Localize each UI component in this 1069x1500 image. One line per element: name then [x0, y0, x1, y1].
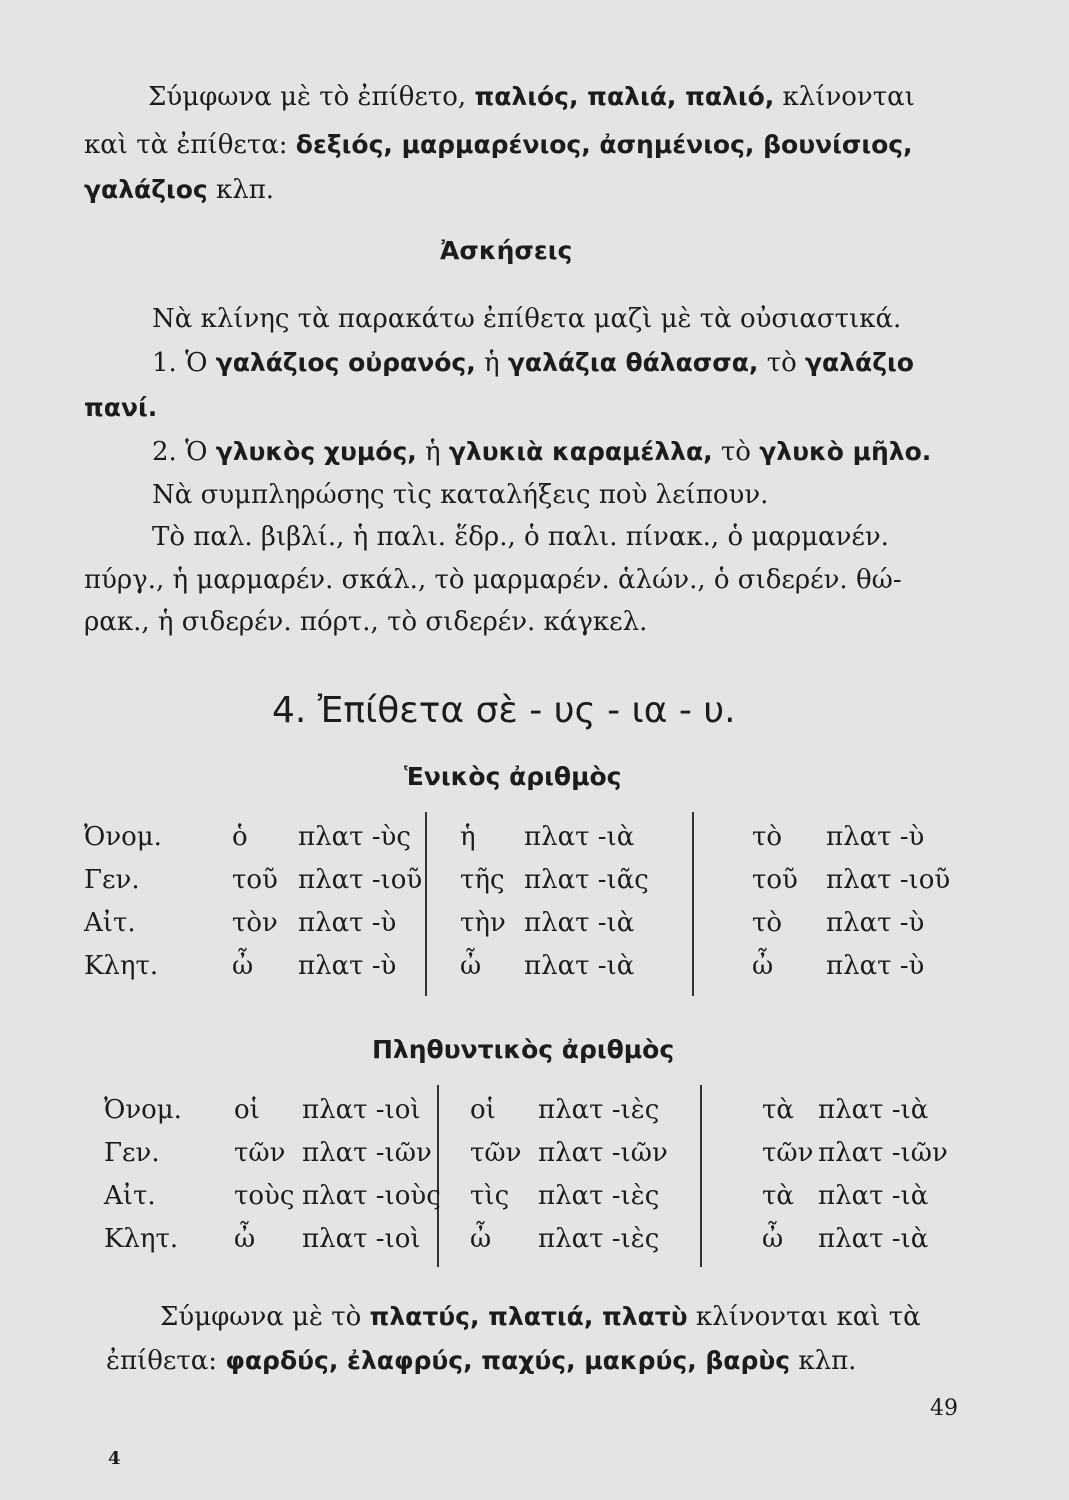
exercise-fill-line1: Τὸ παλ. βιβλί., ἡ παλι. ἕδρ., ὁ παλι. πίνακ., ὁ μαρμανέν. — [152, 522, 889, 552]
neut-article: τὸ — [752, 908, 783, 938]
masc-article: οἱ — [234, 1095, 260, 1125]
para1-line3 — [84, 175, 274, 205]
exercise-instruction-1: Νὰ κλίνης τὰ παρακάτω ἐπίθετα μαζὶ μὲ τὰ οὐσιαστικά. — [152, 304, 902, 334]
neut-form: πλατ -ιὰ — [818, 1095, 929, 1125]
fem-article: οἱ — [470, 1095, 496, 1125]
exercise-fill-line2: πύργ., ἡ μαρμαρέν. σκάλ., τὸ μαρμαρέν. ἁλών., ὁ σιδερέν. θώ- — [84, 565, 902, 595]
bold-text: γαλάζιος — [84, 175, 208, 204]
fem-article: τῶν — [470, 1138, 522, 1168]
masc-form: πλατ -ιοῦ — [298, 865, 423, 895]
bold-text: γαλάζιος οὐρανός, — [215, 348, 476, 377]
text: Σύμφωνα μὲ τὸ ἐπίθετο, — [148, 82, 467, 112]
neut-form: πλατ -ὺ — [826, 951, 925, 981]
case-label: Γεν. — [84, 865, 140, 895]
neut-article: ὦ — [752, 951, 774, 981]
text: τὸ — [720, 437, 751, 467]
text: Σύμφωνα μὲ τὸ — [160, 1302, 362, 1332]
para1-line2 — [84, 130, 913, 160]
masc-article: τοῦ — [232, 865, 278, 895]
masc-article: ὦ — [234, 1224, 256, 1254]
plural-heading: Πληθυντικὸς ἀριθμὸς — [372, 1035, 675, 1064]
fem-form: πλατ -ιᾶς — [524, 865, 649, 895]
fem-form: πλατ -ιὰ — [524, 951, 635, 981]
masc-article: τοὺς — [234, 1181, 295, 1211]
singular-heading: Ἑνικὸς ἀριθμὸς — [404, 762, 622, 791]
masc-form: πλατ -ιοὶ — [302, 1095, 421, 1125]
column-divider — [437, 1085, 439, 1267]
signature-mark: 4 — [108, 1448, 121, 1469]
fem-form: πλατ -ιὲς — [538, 1224, 660, 1254]
neut-form: πλατ -ὺ — [826, 822, 925, 852]
fem-form: πλατ -ιὲς — [538, 1095, 660, 1125]
case-label: Αἰτ. — [84, 908, 136, 938]
neut-article: ὦ — [762, 1224, 784, 1254]
case-label: Κλητ. — [84, 951, 159, 981]
masc-form: πλατ -ὺ — [298, 908, 397, 938]
fem-article: τὶς — [470, 1181, 510, 1211]
fem-article: ἡ — [460, 822, 476, 852]
exercise-item-1 — [152, 348, 914, 378]
text: 2. Ὁ — [152, 437, 208, 467]
text: ἐπίθετα: — [106, 1346, 218, 1376]
section-title: 4. Ἐπίθετα σὲ - υς - ια - υ. — [272, 690, 736, 731]
fem-form: πλατ -ιῶν — [538, 1138, 668, 1168]
masc-form: πλατ -ιοὺς — [302, 1181, 441, 1211]
page-number: 49 — [930, 1396, 958, 1421]
neut-article: τῶν — [762, 1138, 814, 1168]
column-divider — [692, 812, 694, 996]
fem-article: τὴν — [460, 908, 506, 938]
text: κλίνονται — [782, 82, 915, 112]
case-label: Ὀνομ. — [84, 822, 162, 852]
para2-line2 — [106, 1346, 856, 1376]
bold-text: γλυκὸς χυμός, — [215, 437, 417, 466]
text: κλπ. — [798, 1346, 857, 1376]
case-label: Κλητ. — [104, 1224, 179, 1254]
bold-text: φαρδύς, ἐλαφρύς, παχύς, μακρύς, βαρὺς — [225, 1346, 791, 1375]
neut-form: πλατ -ιὰ — [818, 1224, 929, 1254]
exercise-item-1-cont: πανί. — [84, 393, 158, 422]
fem-article: ὦ — [460, 951, 482, 981]
bold-text: γαλάζια θάλασσα, — [507, 348, 759, 377]
neut-article: τοῦ — [752, 865, 798, 895]
column-divider — [700, 1085, 702, 1267]
exercise-fill-line3: ρακ., ἡ σιδερέν. πόρτ., τὸ σιδερέν. κάγκελ. — [84, 607, 648, 637]
text: ἡ — [425, 437, 441, 467]
case-label: Γεν. — [104, 1138, 160, 1168]
masc-form: πλατ -ὺς — [298, 822, 411, 852]
fem-form: πλατ -ιὲς — [538, 1181, 660, 1211]
fem-form: πλατ -ιὰ — [524, 908, 635, 938]
neut-form: πλατ -ὺ — [826, 908, 925, 938]
bold-text: δεξιός, μαρμαρένιος, ἀσημένιος, βουνίσιος, — [295, 130, 913, 159]
neut-form: πλατ -ιῶν — [818, 1138, 948, 1168]
neut-form: πλατ -ιοῦ — [826, 865, 951, 895]
fem-article: ὦ — [470, 1224, 492, 1254]
text: καὶ τὰ ἐπίθετα: — [84, 130, 288, 160]
bold-text: πλατύς, πλατιά, πλατὺ — [369, 1302, 688, 1331]
text: ἡ — [484, 348, 500, 378]
masc-article: τὸν — [232, 908, 278, 938]
exercises-heading: Ἀσκήσεις — [440, 236, 573, 265]
fem-article: τῆς — [460, 865, 505, 895]
masc-form: πλατ -ιῶν — [302, 1138, 432, 1168]
neut-form: πλατ -ιὰ — [818, 1181, 929, 1211]
text: κλπ. — [215, 175, 275, 205]
bold-text: γλυκιὰ καραμέλλα, — [448, 437, 713, 466]
masc-form: πλατ -ιοὶ — [302, 1224, 421, 1254]
neut-article: τὰ — [762, 1181, 794, 1211]
para1-line1 — [148, 82, 915, 112]
bold-text: γλυκὸ μῆλο. — [759, 437, 932, 466]
case-label: Ὀνομ. — [104, 1095, 182, 1125]
column-divider — [425, 812, 427, 996]
masc-form: πλατ -ὺ — [298, 951, 397, 981]
bold-text: παλιός, παλιά, παλιό, — [474, 82, 775, 111]
case-label: Αἰτ. — [104, 1181, 156, 1211]
exercise-instruction-2: Νὰ συμπληρώσης τὶς καταλήξεις ποὺ λείπουν. — [152, 480, 769, 510]
text: κλίνονται καὶ τὰ — [695, 1302, 921, 1332]
masc-article: τῶν — [234, 1138, 286, 1168]
masc-article: ὁ — [232, 822, 248, 852]
para2-line1 — [160, 1302, 921, 1332]
bold-text: γαλάζιο — [805, 348, 914, 377]
neut-article: τὰ — [762, 1095, 794, 1125]
exercise-item-2 — [152, 437, 931, 467]
fem-form: πλατ -ιὰ — [524, 822, 635, 852]
neut-article: τὸ — [752, 822, 783, 852]
text: 1. Ὁ — [152, 348, 208, 378]
masc-article: ὦ — [232, 951, 254, 981]
text: τὸ — [766, 348, 797, 378]
